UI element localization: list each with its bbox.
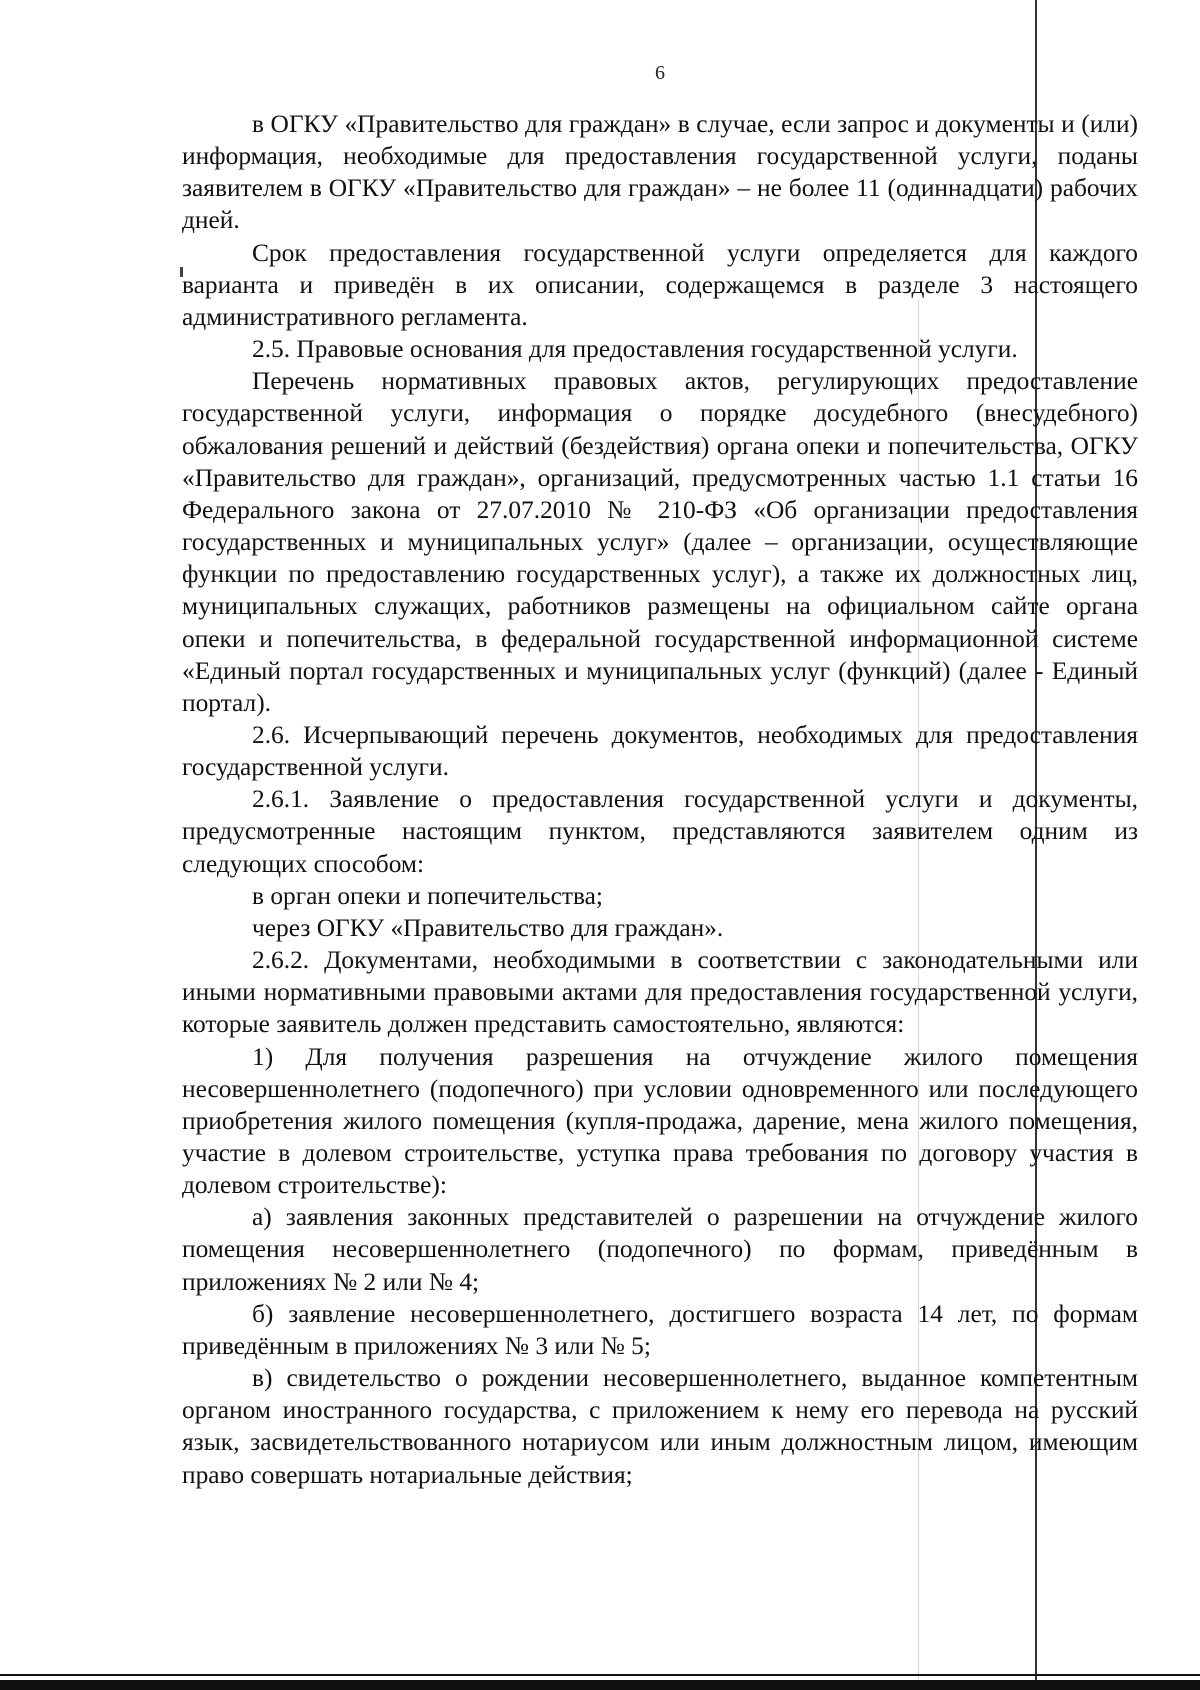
paragraph: 2.6. Исчерпывающий перечень документов, необходимых для предоставления государственной услуги. <box>182 720 1138 782</box>
scan-bottom-rule <box>0 1680 1200 1690</box>
paragraph: в ОГКУ «Правительство для граждан» в случае, если запрос и документы и (или) информация, необходимые для предоставления государственной услуги, поданы заявителем в ОГКУ «Правительство для граждан» – не более 11 (одиннадцати) рабочих дней. <box>182 110 1138 235</box>
document-body <box>182 108 1138 1491</box>
scan-bottom-rule-thin <box>0 1674 1200 1676</box>
paragraph: Перечень нормативных правовых актов, регулирующих предоставление государственной услуги, информация о порядке досудебного (внесудебного) обжалования решений и действий (бездействия) органа опеки и попечительства, ОГКУ «Правительство для граждан», организаций, предусмотренных частью 1.1 статьи 16 Федерального закона от 27.07.2010 № 210-ФЗ «Об организации предоставления государственных и муниципальных услуг» (далее – организации, осуществляющие функции по предоставлению государственных услуг), а также их должностных лиц, муниципальных служащих, работников размещены на официальном сайте органа опеки и попечительства, в федеральной государственной информационной системе «Единый портал государственных и муниципальных услуг (функций) (далее - Единый портал). <box>182 367 1138 717</box>
paragraph: 2.6.1. Заявление о предоставления государственной услуги и документы, предусмотренные настоящим пунктом, представляются заявителем одним из следующих способом: <box>182 785 1138 878</box>
page-number: 6 <box>655 62 665 84</box>
paragraph: через ОГКУ «Правительство для граждан». <box>252 913 724 942</box>
paragraph: Срок предоставления государственной услуги определяется для каждого варианта и приведён в их описании, содержащемся в разделе 3 настоящего административного регламента. <box>182 238 1138 331</box>
paragraph: в) свидетельство о рождении несовершеннолетнего, выданное компетентным органом иностранного государства, с приложением к нему его перевода на русский язык, засвидетельствованного нотариусом или иным должностным лицом, имеющим право совершать нотариальные действия; <box>182 1364 1138 1489</box>
paragraph: в орган опеки и попечительства; <box>252 881 603 910</box>
paragraph: 2.6.2. Документами, необходимыми в соответствии с законодательными или иными нормативными правовыми актами для предоставления государственной услуги, которые заявитель должен представить самостоятельно, являются: <box>182 946 1138 1039</box>
paragraph: а) заявления законных представителей о разрешении на отчуждение жилого помещения несовершеннолетнего (подопечного) по формам, приведённым в приложениях № 2 или № 4; <box>182 1203 1138 1296</box>
paragraph: 2.5. Правовые основания для предоставления государственной услуги. <box>252 335 1018 364</box>
paragraph: 1) Для получения разрешения на отчуждение жилого помещения несовершеннолетнего (подопечного) при условии одновременного или последующего приобретения жилого помещения (купля-продажа, дарение, мена жилого помещения, участие в долевом строительстве, уступка права требования по договору участия в долевом строительстве): <box>182 1042 1138 1200</box>
paragraph: б) заявление несовершеннолетнего, достигшего возраста 14 лет, по формам приведённым в приложениях № 3 или № 5; <box>182 1299 1138 1360</box>
